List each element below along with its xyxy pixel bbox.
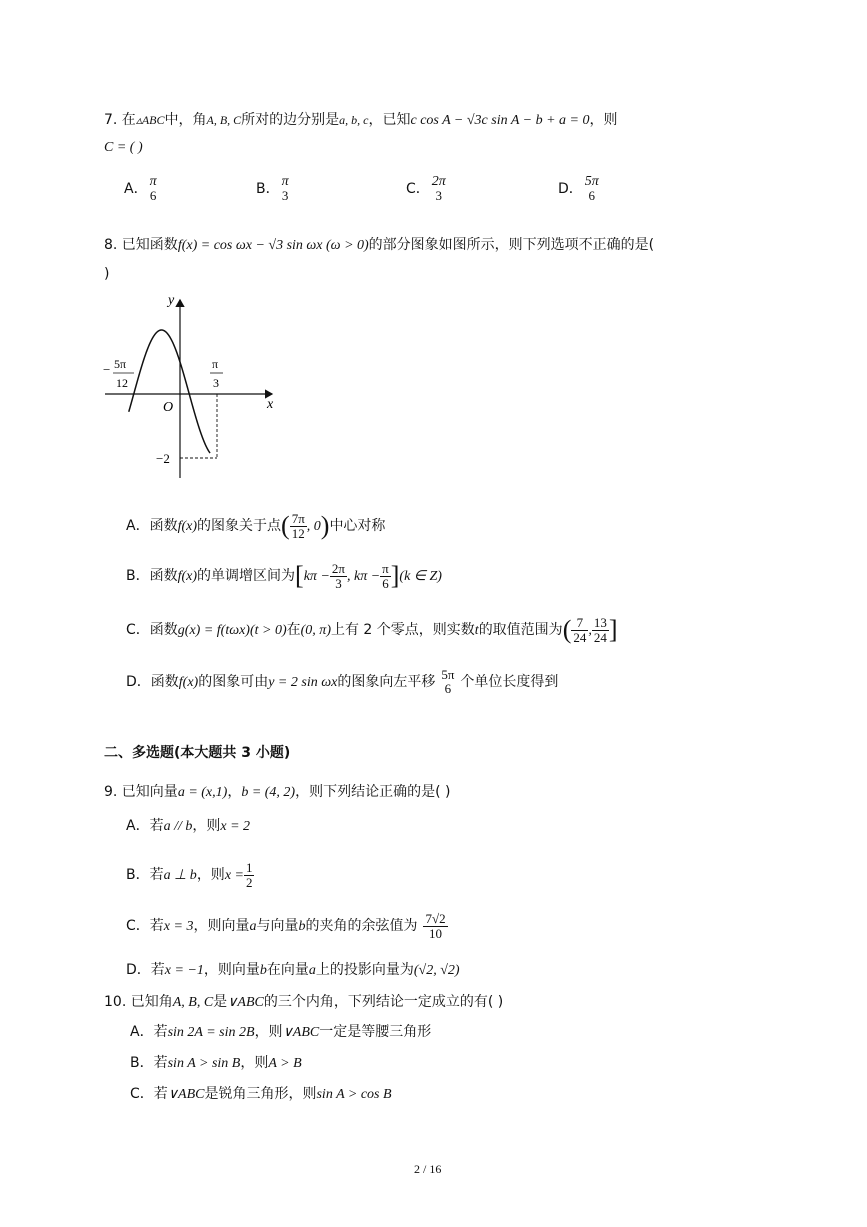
q8-stem-close: ) (104, 266, 110, 282)
q7-ask: C = ( ) (104, 140, 143, 155)
q8-option-b[interactable]: B．函数f(x)的单调增区间为[kπ − $\frac{2\pi}{3}$ , kπ − $\frac{\pi}{6}$ ](k ∈ Z) (126, 560, 442, 591)
q7-stem: 7. 在▵ABC中，角A, B, C所对的边分别是a, b, c，已知c cos A − √3c sin A − b + a = 0，则 (104, 112, 618, 128)
origin-label: O (163, 400, 174, 415)
q9-option-b[interactable]: B．若a ⊥ b，则x = $\frac{1}{2}$ (126, 859, 253, 890)
y-axis-label: y (168, 293, 175, 308)
q8-option-a[interactable]: A．函数f(x)的图象关于点( $\frac{7\pi}{12}$ , 0)中心对称 (126, 510, 386, 541)
right-zero-num: π (212, 357, 219, 371)
q8-function-graph (100, 290, 280, 480)
right-zero-den: 3 (213, 376, 219, 390)
q10-option-a[interactable]: A．若sin 2A = sin 2B，则∨ABC一定是等腰三角形 (130, 1024, 432, 1040)
x-axis-label: x (267, 397, 274, 412)
q9-option-d[interactable]: D．若x = −1，则向量b在向量a上的投影向量为(√2, √2) (126, 962, 460, 978)
q8-option-c[interactable]: C．函数g(x) = f(tωx)(t > 0)在(0, π)上有 2 个零点，则实数t的取值范围为( $\frac{7}{24}$ , $\frac{13}{24}$ ] (126, 614, 618, 645)
q10-stem: 10. 已知角A, B, C是∨ABC的三个内角，下列结论一定成立的有( ) (104, 994, 504, 1010)
q8-option-d[interactable]: D．函数f(x)的图象可由y = 2 sin ωx的图象向左平移 5π 6 个单位长度得到 (126, 667, 559, 696)
left-zero-den: 12 (116, 376, 128, 390)
q9-stem: 9. 已知向量a = (x,1)，b = (4, 2)，则下列结论正确的是( ) (104, 784, 451, 800)
section-heading-multiple-choice: 二、多选题(本大题共 3 小题) (104, 745, 291, 761)
q7-option-b[interactable]: B． π 3 (256, 174, 289, 203)
q7-option-c[interactable]: C． 2π 3 (406, 174, 446, 203)
q9-option-c[interactable]: C．若x = 3，则向量a与向量b的夹角的余弦值为 $\frac{7√2}{10}$ (126, 910, 446, 941)
left-zero-sign: − (103, 362, 111, 377)
q10-option-c[interactable]: C．若∨ABC是锐角三角形，则sin A > cos B (130, 1086, 392, 1102)
page-number: 2 / 16 (414, 1162, 442, 1176)
q7-option-a[interactable]: A． π 6 (124, 174, 157, 203)
q9-option-a[interactable]: A．若a // b，则x = 2 (126, 818, 251, 834)
q8-stem: 8. 已知函数f(x) = cos ωx − √3 sin ωx (ω > 0)的部分图象如图所示，则下列选项不正确的是( (104, 237, 655, 253)
q7-option-d[interactable]: D． 5π 6 (558, 174, 599, 203)
q10-option-b[interactable]: B．若sin A > sin B，则A > B (130, 1055, 302, 1071)
left-zero-num: 5π (114, 357, 127, 371)
cosine-curve (129, 330, 210, 453)
min-value-label: −2 (156, 451, 170, 466)
